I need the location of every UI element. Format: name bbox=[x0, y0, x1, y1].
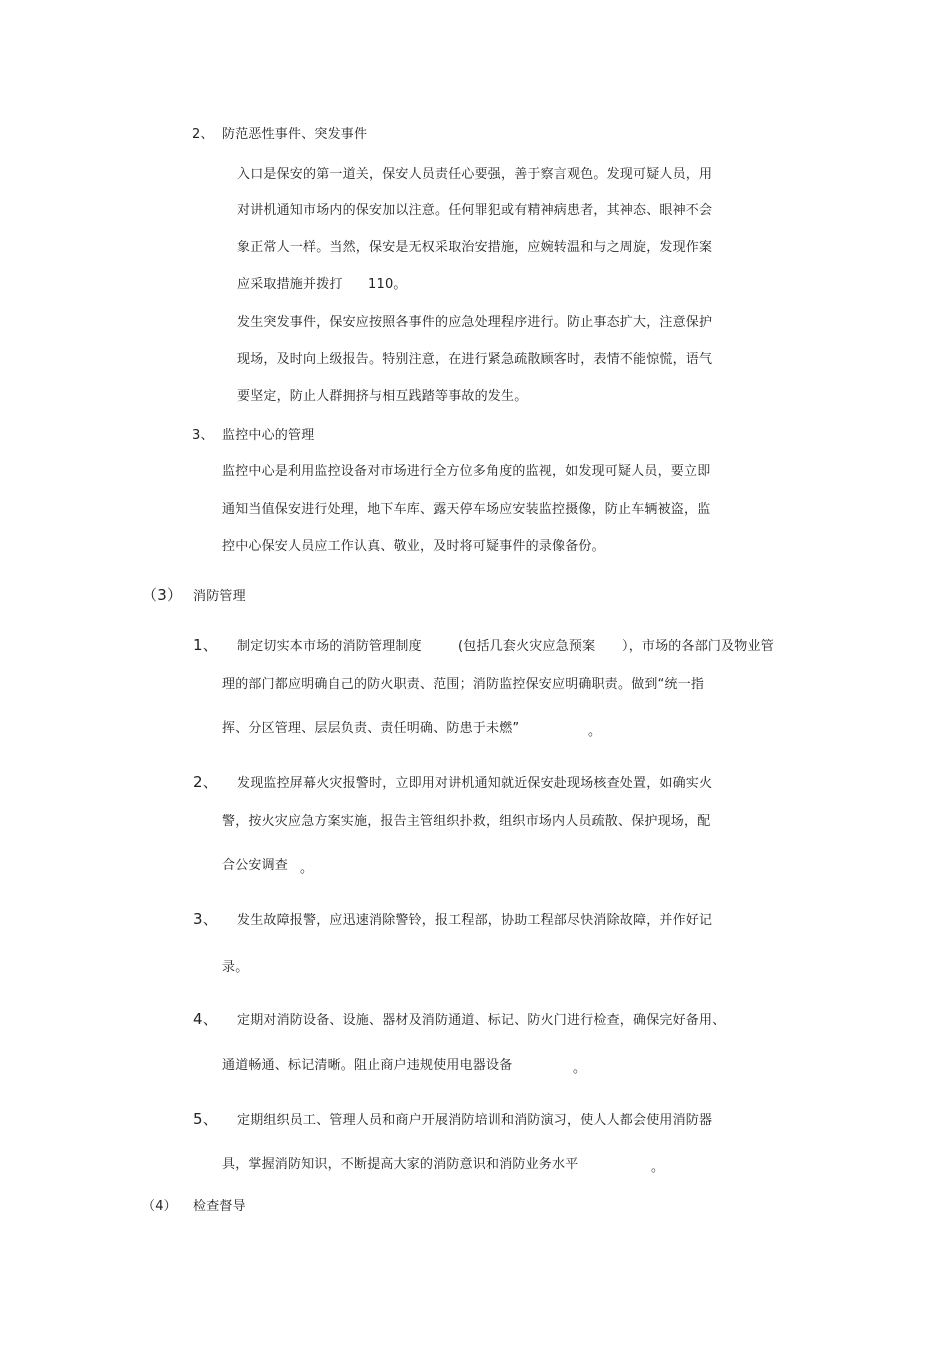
paragraph-line: 对讲机通知市场内的保安加以注意。任何罪犯或有精神病患者，其神态、眼神不会 bbox=[237, 203, 713, 218]
paragraph-line: 要坚定，防止人群拥挤与相互践踏等事故的发生。 bbox=[237, 389, 528, 404]
section-number: 2、 bbox=[192, 127, 214, 142]
item-line: (包括几套火灾应急预案 bbox=[458, 639, 596, 654]
item-end-mark: 。 bbox=[573, 1061, 587, 1076]
paragraph-line: 通知当值保安进行处理，地下车库、露天停车场应安装监控摄像，防止车辆被盗，监 bbox=[222, 502, 711, 517]
item-end-mark: 。 bbox=[651, 1160, 665, 1175]
paragraph-line: 监控中心是利用监控设备对市场进行全方位多角度的监视，如发现可疑人员，要立即 bbox=[222, 464, 711, 479]
item-line: 发现监控屏幕火灾报警时，立即用对讲机通知就近保安赴现场核查处置，如确实火 bbox=[237, 776, 713, 791]
paragraph-line: 象正常人一样。当然，保安是无权采取治安措施，应婉转温和与之周旋，发现作案 bbox=[237, 240, 713, 255]
item-line: 定期对消防设备、设施、器材及消防通道、标记、防火门进行检查，确保完好备用、 bbox=[237, 1013, 726, 1028]
section-number: 3、 bbox=[192, 428, 214, 443]
section-title: 防范恶性事件、突发事件 bbox=[222, 127, 368, 142]
heading-title: 消防管理 bbox=[193, 589, 246, 604]
item-line: 合公安调查 bbox=[222, 858, 289, 873]
heading-title: 检查督导 bbox=[193, 1199, 246, 1214]
item-line: 挥、分区管理、层层负责、责任明确、防患于未燃” bbox=[222, 721, 520, 736]
heading-number: （3） bbox=[142, 586, 183, 604]
item-number: 5、 bbox=[193, 1110, 218, 1128]
paragraph-line: 发生突发事件，保安应按照各事件的应急处理程序进行。防止事态扩大，注意保护 bbox=[237, 315, 713, 330]
item-number: 2、 bbox=[193, 773, 218, 791]
item-line: 录。 bbox=[222, 960, 249, 975]
item-line: 具，掌握消防知识，不断提高大家的消防意识和消防业务水平 bbox=[222, 1157, 579, 1172]
item-number: 1、 bbox=[193, 636, 218, 654]
paragraph-line: 现场，及时向上级报告。特别注意，在进行紧急疏散顾客时，表情不能惊慌，语气 bbox=[237, 352, 713, 367]
phone-number: 110。 bbox=[368, 277, 407, 292]
item-line: 发生故障报警，应迅速消除警铃，报工程部，协助工程部尽快消除故障，并作好记 bbox=[237, 913, 713, 928]
paragraph-line: 入口是保安的第一道关，保安人员责任心要强，善于察言观色。发现可疑人员，用 bbox=[237, 167, 713, 182]
item-number: 4、 bbox=[193, 1010, 218, 1028]
heading-number: （4） bbox=[142, 1199, 177, 1214]
item-number: 3、 bbox=[193, 910, 218, 928]
item-end-mark: 。 bbox=[588, 724, 602, 739]
item-line: 制定切实本市场的消防管理制度 bbox=[237, 639, 422, 654]
item-line: 通道畅通、标记清晰。阻止商户违规使用电器设备 bbox=[222, 1058, 513, 1073]
paragraph-line: 控中心保安人员应工作认真、敬业，及时将可疑事件的录像备份。 bbox=[222, 539, 605, 554]
paragraph-line: 应采取措施并拨打 bbox=[237, 277, 343, 292]
item-line: 定期组织员工、管理人员和商户开展消防培训和消防演习，使人人都会使用消防器 bbox=[237, 1113, 713, 1128]
item-line: 警，按火灾应急方案实施，报告主管组织扑救，组织市场内人员疏散、保护现场，配 bbox=[222, 814, 711, 829]
item-line: 理的部门都应明确自己的防火职责、范围；消防监控保安应明确职责。做到“统一指 bbox=[222, 677, 705, 692]
item-end-mark: 。 bbox=[300, 861, 314, 876]
item-line: ），市场的各部门及物业管 bbox=[622, 639, 774, 654]
section-title: 监控中心的管理 bbox=[222, 428, 315, 443]
